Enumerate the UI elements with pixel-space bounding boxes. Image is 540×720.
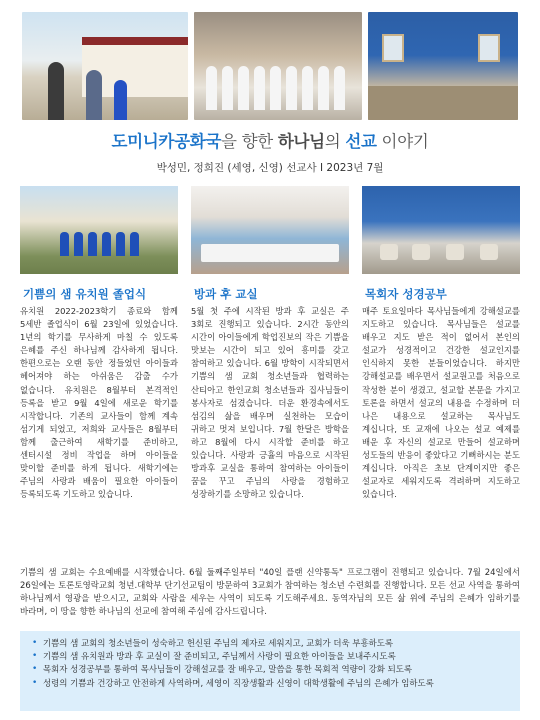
bullet-icon: • bbox=[32, 651, 38, 662]
column-pastor-study bbox=[362, 186, 520, 501]
summary-paragraph: 기쁨의 샘 교회는 수요예배를 시작했습니다. 6월 둘째주일부터 "40일 플랜 신약통독" 프로그램이 진행되고 있습니다. 7월 24일에서 26일에는 토론토영락교회 청년.대학부 단기선교팀이 방문하여 3교회가 참여하는 청소년 수련회를 진행합니다. 모든 선교 사역을 통하여 하나님께서 영광을 받으시고, 교회와 사람을 세우는 사역이 되도록 기도해주세요. 동역자님의 모든 삶 위에 주님의 은혜가 임하기를 바라며, 이 땅을 향한 하나님의 선교에 참여해 주심에 감사드립니다. bbox=[20, 567, 520, 616]
list-item: • 기쁨의 샘 교회의 청소년들이 성숙하고 헌신된 주님의 제자로 세워지고, 교회가 더욱 부흥하도록 bbox=[32, 637, 510, 650]
pastor-study-photo bbox=[362, 186, 520, 274]
byline: 박성민, 정희진 (세영, 신영) 선교사 I 2023년 7월 bbox=[156, 162, 384, 174]
section-body: 매주 토요일마다 목사님들에게 강해설교를 지도하고 있습니다. 목사님들은 설교를 배우고 지도 받은 적이 없어서 본인의 설교가 성경적이고 건강한 설교인지를 인식하지 못한 분들이었습니다. 하지만 강해설교를 배우면서 설교원고를 처음으로 작성한 분이 생겼고, 설교할 본문을 가지고 토론을 하면서 설교의 내용을 수정하며 더 나은 내용으로 설교하는 목사님도 계십니다, 또 교재에 나오는 설교 예제를 배운 후 자신의 설교로 만들어 설교하며 성도들의 반응이 좋았다고 기뻐하시는 분도 계십니다. 아직은 초보 단계이지만 좋은 설교자로 세워지도록 격려하며 지도하고 있습니다. bbox=[362, 306, 520, 500]
newsletter-header bbox=[0, 128, 540, 175]
afterschool-class-photo bbox=[191, 186, 349, 274]
top-photo-strip bbox=[22, 12, 518, 120]
column-afterschool bbox=[191, 186, 349, 501]
list-item: • 성령의 기쁨과 건강하고 안전하게 사역하며, 세영이 직장생활과 신영이 대학생활에 주님의 은혜가 임하도록 bbox=[32, 677, 510, 690]
prayer-request-box bbox=[20, 631, 520, 711]
article-columns bbox=[20, 186, 520, 501]
bullet-icon: • bbox=[32, 664, 38, 675]
section-body: 5월 첫 주에 시작된 방과 후 교실은 주 3회로 진행되고 있습니다. 2시간 동안의 시간이 아이들에게 학업진보의 작은 기쁨을 맛보는 시간이 되고 있어 흥미를 갖고 참여하고 있습니다. 6월 방학이 시작되면서 기쁨의 샘 교회 청소년들과 협력하는 산티아고 한인교회 청소년들과 집사님들이 봉사자로 섬겼습니다. 더운 환경속에서도 섬김의 삶을 배우며 실천하는 모습이 귀하고 멋져 보입니다. 7월 한달은 방학을 하고 8월에 다시 시작할 준비를 하고 있습니다. 사랑과 긍휼의 마음으로 시작된 방과후 교실을 통하여 참여하는 아이들이 꿈을 꾸고 주님의 사랑을 경험하고 성장하기를 소망하고 있습니다. bbox=[191, 306, 349, 500]
classroom-photo bbox=[368, 12, 518, 120]
list-item: • 목회자 성경공부를 통하여 목사님들이 강해설교를 잘 배우고, 말씀을 통한 목회적 역량이 강화 되도록 bbox=[32, 663, 510, 676]
bullet-icon: • bbox=[32, 638, 38, 648]
page-title: 도미니카공화국을 향한 하나님의 선교 이야기 bbox=[111, 132, 429, 151]
bullet-icon: • bbox=[32, 677, 38, 688]
graduation-photo bbox=[22, 12, 188, 120]
children-group-photo bbox=[194, 12, 362, 120]
column-kindergarten bbox=[20, 186, 178, 501]
section-heading: 방과 후 교실 bbox=[194, 287, 258, 301]
section-body: 유치원 2022-2023학기 종료와 함께 5세반 졸업식이 6월 23일에 있었습니다. 1년의 학기를 무사하게 마칠 수 있도록 은혜를 주신 하나님께 감사하게 됩니다. 한편으로는 오랜 동안 정들었던 아이들과 헤어져야 하는 아쉬움은 감출 수가 없습니다. 유치원은 8월부터 본격적인 등록을 받고 9월 4일에 새로운 학기를 시작합니다. 기존의 교사들이 함께 계속 섬기게 되었고, 저희와 교사들은 8월부터 함께 출근하여 새학기를 준비하고, 센터시설 정비 작업을 하며 아이들을 맞이할 준비를 하게 됩니다. 새학기에는 주님의 사랑과 배움이 필요한 아이들이 등록되도록 기도하고 있습니다. bbox=[20, 306, 178, 500]
section-heading: 목회자 성경공부 bbox=[365, 287, 447, 301]
prayer-list bbox=[32, 637, 510, 690]
section-heading: 기쁨의 샘 유치원 졸업식 bbox=[23, 287, 147, 301]
kindergarten-graduation-photo bbox=[20, 186, 178, 274]
list-item: • 기쁨의 샘 유치원과 방과 후 교실이 잘 준비되고, 주님께서 사랑이 필요한 아이들을 보내주시도록 bbox=[32, 650, 510, 663]
